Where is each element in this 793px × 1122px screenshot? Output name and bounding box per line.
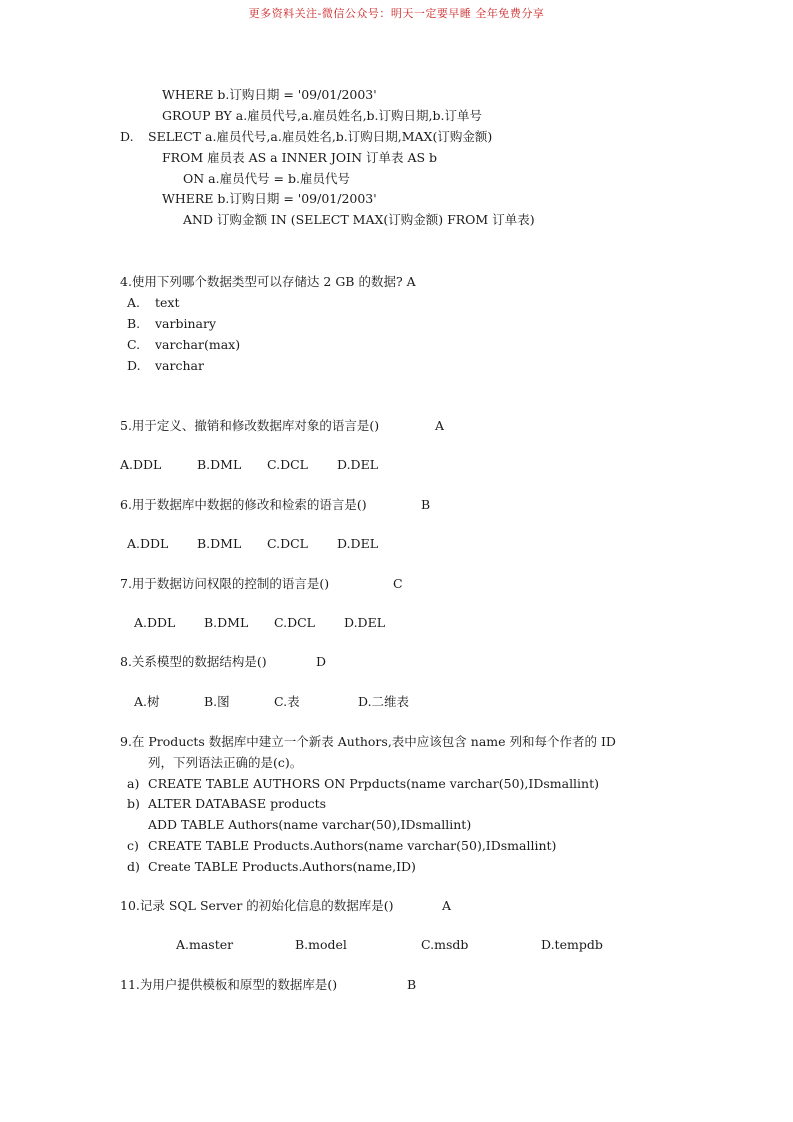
option: B.图 <box>204 694 230 709</box>
code-line: SELECT a.雇员代号,a.雇员姓名,b.订购日期,MAX(订购金额) <box>148 129 493 144</box>
option: B.DML <box>204 615 249 630</box>
answer: C <box>393 576 403 591</box>
answer: B <box>407 977 417 992</box>
option-label: D. <box>120 129 134 144</box>
code-line: GROUP BY a.雇员代号,a.雇员姓名,b.订购日期,b.订单号 <box>162 108 482 123</box>
option: A.master <box>176 937 234 952</box>
question-11: 11.为用户提供模板和原型的数据库是() <box>120 977 338 992</box>
option-text: text <box>155 295 180 310</box>
question-9-cont: 列，下列语法正确的是(c)。 <box>148 755 303 770</box>
option: B.DML <box>197 457 242 472</box>
question-9: 9.在 Products 数据库中建立一个新表 Authors,表中应该包含 name 列和每个作者的 ID <box>120 734 616 749</box>
option-label: b) <box>127 796 140 811</box>
option-label: D. <box>127 358 141 373</box>
option: C.DCL <box>267 457 308 472</box>
option-text: varchar(max) <box>155 337 241 352</box>
answer: A <box>435 418 445 433</box>
option-text: CREATE TABLE Products.Authors(name varchar(50),IDsmallint) <box>148 838 557 853</box>
option: B.DML <box>197 536 242 551</box>
option-label: a) <box>127 776 140 791</box>
code-line: WHERE b.订购日期 = '09/01/2003' <box>162 87 377 102</box>
option: C.表 <box>274 694 300 709</box>
option-label: B. <box>127 316 141 331</box>
option: D.DEL <box>344 615 385 630</box>
option: A.DDL <box>127 536 169 551</box>
option: C.msdb <box>421 937 469 952</box>
option-text: ALTER DATABASE products <box>148 796 327 811</box>
option-label: d) <box>127 859 140 874</box>
option-label: c) <box>127 838 139 853</box>
option: D.DEL <box>337 536 378 551</box>
option-text: varbinary <box>155 316 217 331</box>
code-line: ON a.雇员代号 = b.雇员代号 <box>183 171 350 186</box>
code-line: AND 订购金额 IN (SELECT MAX(订购金额) FROM 订单表) <box>183 212 535 227</box>
option-text: varchar <box>155 358 204 373</box>
header-banner: 更多资料关注-微信公众号：明天一定要早睡 全年免费分享 <box>248 7 545 20</box>
question-7: 7.用于数据访问权限的控制的语言是() <box>120 576 330 591</box>
option: C.DCL <box>267 536 308 551</box>
question-6: 6.用于数据库中数据的修改和检索的语言是() <box>120 497 367 512</box>
option-text: ADD TABLE Authors(name varchar(50),IDsmallint) <box>148 817 472 832</box>
answer: B <box>421 497 431 512</box>
question-4: 4.使用下列哪个数据类型可以存储达 2 GB 的数据? A <box>120 274 416 289</box>
question-8: 8.关系模型的数据结构是() <box>120 654 267 669</box>
option-label: C. <box>127 337 141 352</box>
option: A.树 <box>134 694 160 709</box>
option: C.DCL <box>274 615 315 630</box>
code-line: FROM 雇员表 AS a INNER JOIN 订单表 AS b <box>162 150 438 165</box>
option-text: Create TABLE Products.Authors(name,ID) <box>148 859 416 874</box>
option-label: A. <box>127 295 141 310</box>
answer: D <box>316 654 327 669</box>
code-line: WHERE b.订购日期 = '09/01/2003' <box>162 191 377 206</box>
option: D.DEL <box>337 457 378 472</box>
option-text: CREATE TABLE AUTHORS ON Prpducts(name varchar(50),IDsmallint) <box>148 776 600 791</box>
question-5: 5.用于定义、撤销和修改数据库对象的语言是() <box>120 418 380 433</box>
answer: A <box>442 898 452 913</box>
option: A.DDL <box>134 615 176 630</box>
option: A.DDL <box>120 457 162 472</box>
option: B.model <box>295 937 347 952</box>
question-10: 10.记录 SQL Server 的初始化信息的数据库是() <box>120 898 394 913</box>
option: D.tempdb <box>541 937 603 952</box>
option: D.二维表 <box>358 694 410 709</box>
